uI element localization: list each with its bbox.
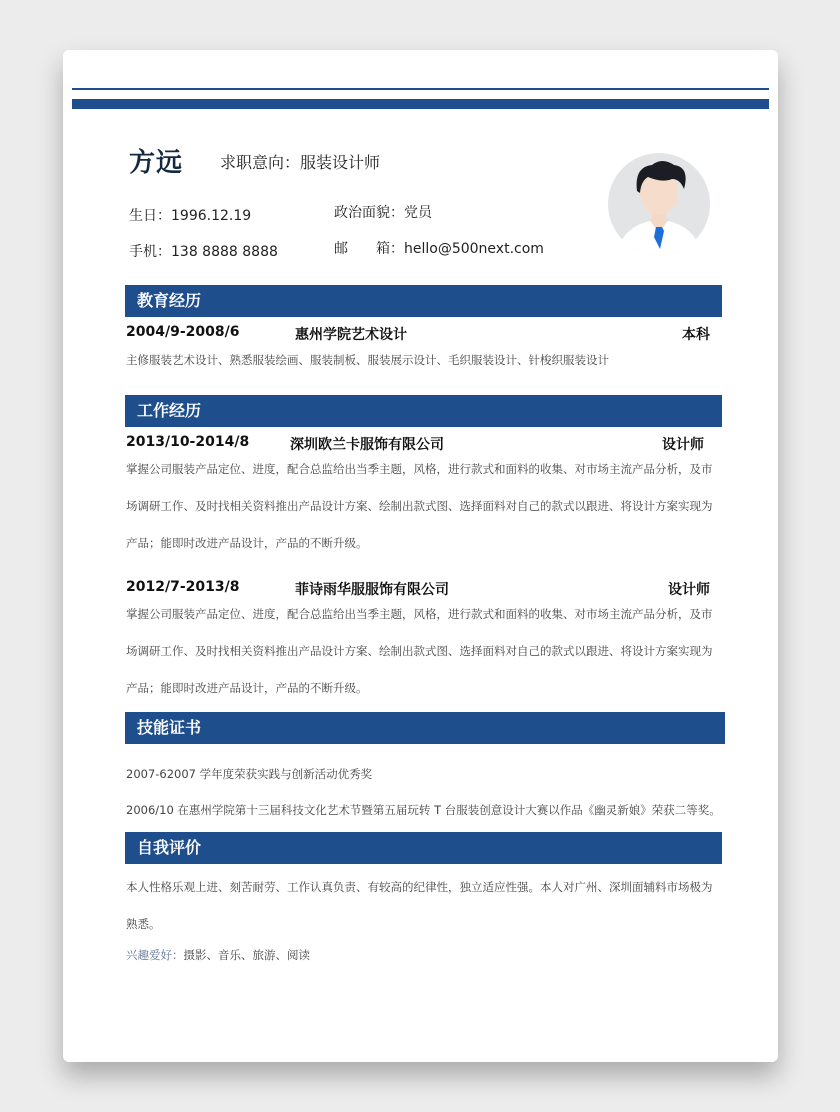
- education-description: 主修服装艺术设计、熟悉服装绘画、服装制板、服装展示设计、毛织服装设计、针梭织服装设计: [126, 353, 609, 367]
- work-role: 设计师: [668, 582, 710, 598]
- email-label: 邮 箱：: [334, 241, 404, 257]
- work-role: 设计师: [662, 437, 704, 453]
- email-address: hello@500next.com: [404, 241, 544, 257]
- self-evaluation-text: 本人性格乐观上进、刻苦耐劳、工作认真负责、有较高的纪律性，独立适应性强。本人对广州、深圳面辅料市场极为熟悉。: [126, 880, 713, 931]
- avatar: [608, 153, 710, 255]
- birth-date: 生日：1996.12.19: [129, 208, 252, 224]
- work-description: 掌握公司服装产品定位、进度，配合总监给出当季主题，风格，进行款式和面料的收集、对市场主流产品分析，及市场调研工作、及时找相关资料推出产品设计方案、绘制出款式图、选择面料对自己的款式以跟进、将设计方案实现为产品；能即时改进产品设计，产品的不断升级。: [126, 462, 713, 550]
- work-company: 菲诗雨华服服饰有限公司: [295, 582, 449, 598]
- work-section-header: 工作经历: [125, 395, 722, 427]
- skill-item: 2006/10 在惠州学院第十三届科技文化艺术节暨第五届玩转 T 台服装创意设计大赛以作品《幽灵新娘》荣获二等奖。: [126, 803, 721, 817]
- skill-item: 2007-62007 学年度荣获实践与创新活动优秀奖: [126, 767, 373, 781]
- education-period: 2004/9-2008/6: [126, 324, 240, 340]
- candidate-name: 方远: [129, 148, 184, 178]
- phone-number: 手机：138 8888 8888: [129, 244, 278, 260]
- hobbies-label: 兴趣爱好：: [126, 948, 184, 962]
- work-description: 掌握公司服装产品定位、进度，配合总监给出当季主题，风格，进行款式和面料的收集、对市场主流产品分析，及市场调研工作、及时找相关资料推出产品设计方案、绘制出款式图、选择面料对自己的款式以跟进、将设计方案实现为产品；能即时改进产品设计，产品的不断升级。: [126, 607, 713, 695]
- work-period: 2013/10-2014/8: [126, 434, 250, 450]
- job-intent: 求职意向：服装设计师: [220, 153, 381, 172]
- skills-section-header: 技能证书: [125, 712, 725, 744]
- work-company: 深圳欧兰卡服饰有限公司: [290, 437, 444, 453]
- political-status: 政治面貌：党员: [334, 205, 432, 221]
- header-thick-rule: [72, 99, 769, 109]
- header-thin-rule: [72, 88, 769, 90]
- work-period: 2012/7-2013/8: [126, 579, 240, 595]
- self-evaluation-section-header: 自我评价: [125, 832, 722, 864]
- person-avatar-icon: [608, 153, 710, 255]
- email-row: [334, 238, 544, 258]
- hobbies: [126, 947, 310, 963]
- education-school: 惠州学院艺术设计: [295, 327, 407, 343]
- education-section-header: 教育经历: [125, 285, 722, 317]
- resume-page: [63, 50, 778, 1062]
- hobbies-value: 摄影、音乐、旅游、阅读: [183, 948, 310, 962]
- education-degree: 本科: [682, 327, 710, 343]
